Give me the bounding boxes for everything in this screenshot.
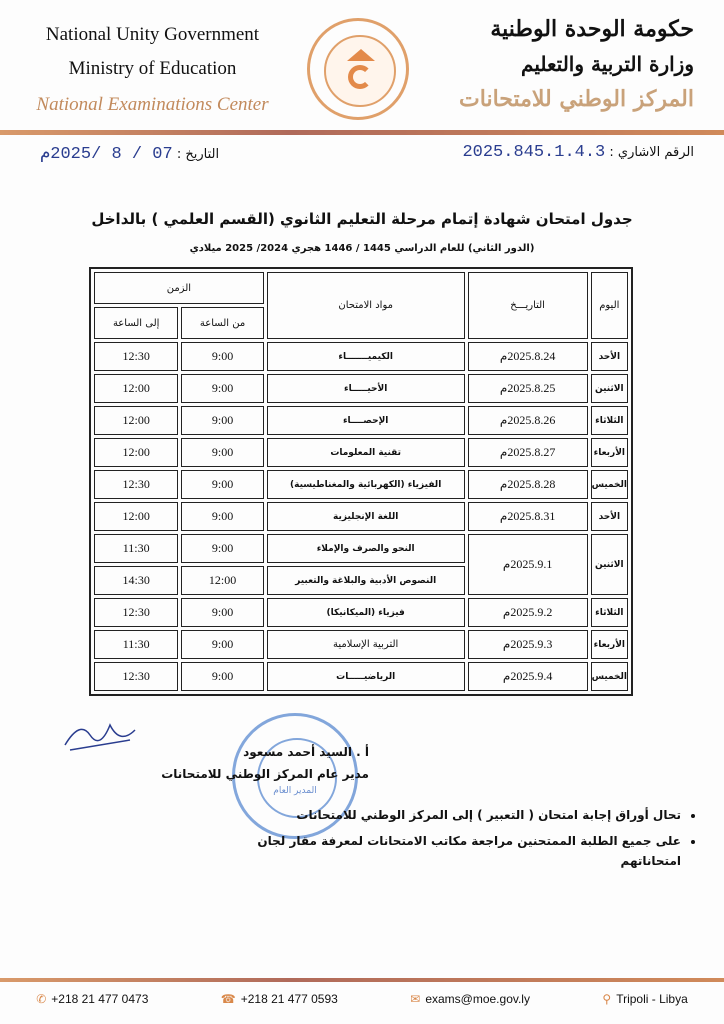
cell-subject: النصوص الأدبية والبلاغة والتعبير xyxy=(267,566,465,595)
footer-fax: ☎ +218 21 477 0593 xyxy=(220,992,338,1006)
cell-day: الأربعاء xyxy=(591,630,628,659)
handwritten-signature xyxy=(60,715,140,755)
cell-to: 14:30 xyxy=(94,566,178,595)
signatory-name: أ . السيد أحمد مسعود xyxy=(243,745,369,759)
cell-day: الأحد xyxy=(591,342,628,371)
cell-subject: تقنية المعلومات xyxy=(267,438,465,467)
cell-to: 11:30 xyxy=(94,630,178,659)
cell-from: 9:00 xyxy=(181,470,263,499)
cell-date: 2025.9.2م xyxy=(468,598,588,627)
exam-schedule-table xyxy=(89,267,633,696)
header-ar-ministry: وزارة التربية والتعليم xyxy=(521,52,694,76)
note-item: • على جميع الطلبة الممتحنين مراجعة مكاتب الامتحانات لمعرفة مقار لجان امتحاناتهم xyxy=(221,831,681,871)
cell-to: 12:30 xyxy=(94,598,178,627)
cell-day: الثلاثاء xyxy=(591,406,628,435)
cell-from: 9:00 xyxy=(181,438,263,467)
graduation-cap-icon xyxy=(347,49,375,61)
location-pin-icon: ⚲ xyxy=(602,992,612,1006)
date-label: التاريخ : xyxy=(176,147,220,162)
cell-to: 11:30 xyxy=(94,534,178,563)
cell-day: الثلاثاء xyxy=(591,598,628,627)
cell-day: الاثنين xyxy=(591,534,628,595)
cell-from: 9:00 xyxy=(181,662,263,691)
footer-email[interactable]: ✉ exams@moe.gov.ly xyxy=(410,992,530,1006)
cell-subject: النحو والصرف والإملاء xyxy=(267,534,465,563)
table-row xyxy=(94,342,628,371)
document-title: جدول امتحان شهادة إتمام مرحلة التعليم الثانوي (القسم العلمي ) بالداخل xyxy=(91,210,633,228)
footer-divider xyxy=(0,978,724,982)
cell-date: 2025.9.1م xyxy=(468,534,588,595)
stamp-text: المدير العام xyxy=(273,786,317,796)
cell-from: 9:00 xyxy=(181,598,263,627)
table-row xyxy=(94,534,628,563)
header-from: من الساعة xyxy=(181,307,263,339)
cell-date: 2025.8.26م xyxy=(468,406,588,435)
email-icon: ✉ xyxy=(410,992,421,1006)
notes-list xyxy=(221,805,699,877)
cell-to: 12:30 xyxy=(94,342,178,371)
header-ar-government: حكومة الوحدة الوطنية xyxy=(490,16,694,42)
header-time: الزمن xyxy=(94,272,264,304)
cell-from: 9:00 xyxy=(181,342,263,371)
cell-to: 12:30 xyxy=(94,470,178,499)
footer-contacts xyxy=(0,992,724,1006)
phone-icon: ✆ xyxy=(36,992,47,1006)
table-row xyxy=(94,630,628,659)
cell-subject: التربية الإسلامية xyxy=(267,630,465,659)
cell-subject: الكيميـــــــاء xyxy=(267,342,465,371)
header-ar-center: المركز الوطني للامتحانات xyxy=(459,86,694,112)
cell-subject: الأحيـــــاء xyxy=(267,374,465,403)
date-value: 07 / 8 /2025م xyxy=(40,145,173,164)
cell-date: 2025.8.25م xyxy=(468,374,588,403)
signature-block xyxy=(161,745,369,789)
table-row xyxy=(94,662,628,691)
footer-phone: ✆ +218 21 477 0473 xyxy=(36,992,149,1006)
cell-to: 12:00 xyxy=(94,438,178,467)
crescent-icon xyxy=(348,65,372,89)
cell-date: 2025.8.31م xyxy=(468,502,588,531)
cell-day: الأربعاء xyxy=(591,438,628,467)
cell-date: 2025.9.4م xyxy=(468,662,588,691)
table-row xyxy=(94,406,628,435)
ministry-logo xyxy=(307,18,409,120)
header-en-center: National Examinations Center xyxy=(36,94,269,115)
cell-subject: اللغة الإنجليزية xyxy=(267,502,465,531)
cell-subject: الرياضيـــــات xyxy=(267,662,465,691)
cell-date: 2025.8.27م xyxy=(468,438,588,467)
ref-label: الرقم الاشاري : xyxy=(609,145,694,160)
header-divider xyxy=(0,130,724,135)
header-date: التاريـــخ xyxy=(468,272,588,339)
cell-subject: فيزياء (الميكانيكا) xyxy=(267,598,465,627)
document-subtitle: (الدور الثاني) للعام الدراسي 1445 / 1446 هجري 2024/ 2025 ميلادي xyxy=(189,243,535,254)
signatory-title: مدير عام المركز الوطني للامتحانات xyxy=(161,767,369,781)
header-en-government: National Unity Government xyxy=(45,24,260,45)
cell-subject: الفيزياء (الكهربائية والمغناطيسية) xyxy=(267,470,465,499)
table-row xyxy=(94,374,628,403)
cell-from: 9:00 xyxy=(181,406,263,435)
footer-location: ⚲ Tripoli - Libya xyxy=(602,992,688,1006)
table-row xyxy=(94,598,628,627)
header-day: اليوم xyxy=(591,272,628,339)
cell-from: 9:00 xyxy=(181,502,263,531)
cell-from: 12:00 xyxy=(181,566,263,595)
cell-day: الخميس xyxy=(591,662,628,691)
fax-icon: ☎ xyxy=(220,992,236,1006)
cell-from: 9:00 xyxy=(181,630,263,659)
cell-day: الأحد xyxy=(591,502,628,531)
cell-date: 2025.8.28م xyxy=(468,470,588,499)
ref-value: 2025.845.1.4.3 xyxy=(462,143,606,162)
cell-date: 2025.9.3م xyxy=(468,630,588,659)
table-row xyxy=(94,470,628,499)
header-subject: مواد الامتحان xyxy=(267,272,465,339)
table-row xyxy=(94,502,628,531)
table-row xyxy=(94,438,628,467)
document-date xyxy=(40,143,219,164)
reference-number xyxy=(462,143,694,162)
header-en-ministry: Ministry of Education xyxy=(68,58,237,79)
cell-to: 12:00 xyxy=(94,374,178,403)
cell-from: 9:00 xyxy=(181,374,263,403)
cell-subject: الإحصــــاء xyxy=(267,406,465,435)
header-to: إلى الساعة xyxy=(94,307,178,339)
cell-day: الاثنين xyxy=(591,374,628,403)
note-item: • تحال أوراق إجابة امتحان ( التعبير ) إلى المركز الوطني للامتحانات xyxy=(221,805,681,825)
cell-to: 12:00 xyxy=(94,502,178,531)
cell-date: 2025.8.24م xyxy=(468,342,588,371)
cell-to: 12:30 xyxy=(94,662,178,691)
cell-to: 12:00 xyxy=(94,406,178,435)
cell-from: 9:00 xyxy=(181,534,263,563)
cell-day: الخميس xyxy=(591,470,628,499)
